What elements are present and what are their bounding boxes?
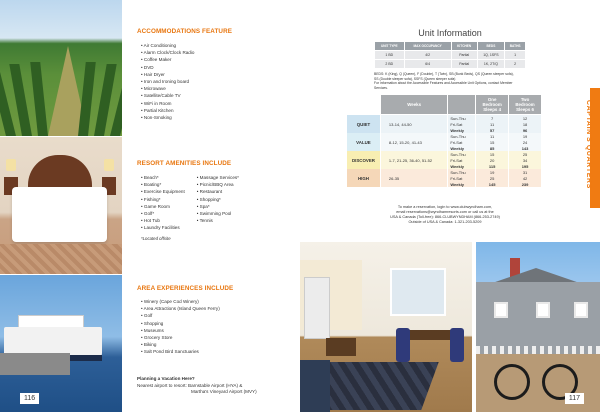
season-label: HIGH	[347, 169, 381, 187]
table-header: MAX OCCUPANCY	[404, 42, 451, 51]
unit-info-title: Unit Information	[418, 28, 482, 38]
rate-cell: 7	[476, 115, 509, 122]
area-list	[141, 298, 220, 356]
rate-cell: 143	[509, 145, 542, 151]
planning-title: Planning a Vacation Here?	[137, 376, 195, 381]
table-cell: 4/2	[404, 51, 451, 60]
rate-cell: 20	[476, 157, 509, 163]
rate-cell: 239	[509, 181, 542, 187]
unit-footnote	[374, 72, 526, 90]
cottage-photo	[476, 242, 600, 412]
table-cell: 6/4	[404, 60, 451, 69]
features-column	[137, 0, 297, 412]
season-weeks: 8-12, 15-20, 41-43	[380, 133, 447, 151]
accommodations-title: ACCOMMODATIONS FEATURE	[137, 28, 233, 35]
rate-cell: 85	[476, 145, 509, 151]
day-label: Weekly	[448, 127, 476, 133]
rate-cell: 15	[476, 151, 509, 157]
season-weeks: 13-14, 44-50	[380, 115, 447, 134]
list-item: • Air Conditioning	[141, 42, 194, 49]
table-header	[448, 95, 476, 115]
season-label: DISCOVER	[347, 151, 381, 169]
rate-cell: 96	[509, 127, 542, 133]
list-item: • Museums	[141, 327, 220, 334]
table-header: BEDS	[477, 42, 505, 51]
day-label: Fri-Sat	[448, 139, 476, 145]
table-cell: 1 BD	[375, 51, 405, 60]
list-item: • Salt Pond Bird Sanctuaries	[141, 348, 220, 355]
list-item: • Area Attractions (Island Queen Ferry)	[141, 305, 220, 312]
list-item: • Hot Tub	[141, 217, 185, 224]
rate-cell: 145	[476, 181, 509, 187]
table-cell: 1K, 2T/Q	[477, 60, 505, 69]
list-item: • Massage Services*	[197, 174, 239, 181]
vineyard-photo	[0, 0, 122, 136]
table-header: One Bedroom Sleeps 4	[476, 95, 509, 115]
list-item: • Beach*	[141, 174, 185, 181]
list-item: • Grocery Store	[141, 334, 220, 341]
list-item: • Coffee Maker	[141, 56, 194, 63]
season-label: QUIET	[347, 115, 381, 134]
rate-cell: 115	[476, 163, 509, 169]
list-item: • Shopping	[141, 320, 220, 327]
table-row	[375, 51, 526, 60]
list-item: • Exercise Equipment	[141, 188, 185, 195]
list-item: • Winery (Cape Cod Winery)	[141, 298, 220, 305]
rate-cell: 18	[509, 121, 542, 127]
list-item: • Alarm Clock/Clock Radio	[141, 49, 194, 56]
table-cell: 1Q, 1SFS	[477, 51, 505, 60]
list-item: • Partial Kitchen	[141, 107, 194, 114]
rate-cell: 31	[509, 169, 542, 175]
area-title: AREA EXPERIENCES INCLUDE	[137, 285, 234, 292]
rate-cell: 19	[509, 133, 542, 139]
reservation-info	[372, 205, 518, 225]
unit-information	[374, 28, 526, 90]
table-cell: 2	[505, 60, 526, 69]
contact-line: Outside of USA & Canada: 1-321-203-5209	[408, 220, 482, 224]
day-label: Fri-Sat	[448, 175, 476, 181]
rate-cell: 42	[509, 175, 542, 181]
rate-cell: 57	[476, 127, 509, 133]
day-label: Weekly	[448, 181, 476, 187]
amenities-list	[141, 174, 239, 232]
list-item: • DVD	[141, 64, 194, 71]
unit-table	[374, 41, 526, 69]
rate-cell: 24	[509, 139, 542, 145]
list-item: • Restaurant	[197, 188, 239, 195]
table-header: UNIT TYPE	[375, 42, 405, 51]
list-item: • Non-Smoking	[141, 114, 194, 121]
list-item: • Swimming Pool	[197, 210, 239, 217]
footnote-line: SS (Double sleeper sofa), SSFS (Queen sleeper sofa)	[374, 76, 456, 81]
season-weeks: 26-35	[380, 169, 447, 187]
planning-line: Martha's Vineyard Airport (MVY)	[191, 389, 257, 395]
day-label: Sun-Thu	[448, 169, 476, 175]
planning-line: Nearest airport to resort: Barnstable Airport (HYA) &	[137, 382, 243, 388]
rate-cell: 15	[476, 139, 509, 145]
list-item: • Microwave	[141, 85, 194, 92]
list-item: • Spa*	[197, 203, 239, 210]
table-header	[347, 95, 381, 115]
season-label: VALUE	[347, 133, 381, 151]
footnote-line: BEDS: K (King), Q (Queen), F (Double), T (Twin), SB (Bunk Beds), QS (Queen sleeper sofa),	[374, 72, 514, 76]
list-item: • Shopping*	[197, 196, 239, 203]
amenities-title: RESORT AMENITIES INCLUDE	[137, 160, 232, 167]
living-room-photo	[300, 242, 472, 412]
contact-line: email reservations@wyndhamresorts.com or call us at the	[396, 210, 494, 214]
list-item: • Boating*	[141, 181, 185, 188]
list-item: • Golf	[141, 312, 220, 319]
table-header: KITCHEN	[451, 42, 477, 51]
rate-cell: 25	[509, 151, 542, 157]
day-label: Fri-Sat	[448, 157, 476, 163]
page-number-left: 116	[20, 393, 39, 404]
ferry-photo	[0, 275, 122, 412]
table-row	[375, 60, 526, 69]
table-cell: 2 BD	[375, 60, 405, 69]
page-number-right: 117	[565, 393, 584, 404]
bedroom-photo	[0, 137, 122, 274]
rates-table	[346, 94, 542, 187]
table-header: Two Bedroom Sleeps 6	[509, 95, 542, 115]
rate-cell: 25	[476, 175, 509, 181]
table-cell: Partial	[451, 60, 477, 69]
contact-line: To make a reservation, login to www.clubwyndham.com,	[397, 205, 493, 209]
rate-cell: 195	[509, 163, 542, 169]
list-item: • Tennis	[197, 217, 239, 224]
table-header: Weeks	[380, 95, 447, 115]
rate-cell: 19	[476, 169, 509, 175]
list-item: • Satellite/Cable TV	[141, 92, 194, 99]
list-item: • Biking	[141, 341, 220, 348]
list-item: • WiFi in Room	[141, 100, 194, 107]
table-cell: Partial	[451, 51, 477, 60]
season-rates	[346, 94, 542, 187]
rate-cell: 34	[509, 157, 542, 163]
offsite-note: *Located offsite	[141, 236, 171, 241]
day-label: Weekly	[448, 145, 476, 151]
rate-cell: 12	[509, 115, 542, 122]
season-weeks: 1-7, 21-25, 36-40, 51-52	[380, 151, 447, 169]
list-item: • Game Room	[141, 203, 185, 210]
day-label: Fri-Sat	[448, 121, 476, 127]
footnote-line: For information about the Accessible Features and Accessible Unit Options, contact Member Services.	[374, 81, 513, 90]
planning-block	[137, 376, 297, 396]
list-item: • Hair Dryer	[141, 71, 194, 78]
day-label: Sun-Thu	[448, 151, 476, 157]
contact-line: USA & Canada (Toll-free): 866-CLUBWYNDHAM (866-253-2749)	[390, 215, 500, 219]
day-label: Weekly	[448, 163, 476, 169]
list-item: • Picnic/BBQ Area	[197, 181, 239, 188]
day-label: Sun-Thu	[448, 115, 476, 122]
table-cell: 1	[505, 51, 526, 60]
list-item: • Fishing*	[141, 196, 185, 203]
day-label: Sun-Thu	[448, 133, 476, 139]
list-item: • Golf*	[141, 210, 185, 217]
rate-cell: 11	[476, 133, 509, 139]
accommodations-list	[141, 42, 194, 121]
resort-name-label: CAPTAIN'S QUARTERS	[585, 100, 592, 189]
table-header: BATHS	[505, 42, 526, 51]
list-item: • Laundry Facilities	[141, 224, 185, 231]
list-item: • Iron and Ironing board	[141, 78, 194, 85]
rate-cell: 11	[476, 121, 509, 127]
